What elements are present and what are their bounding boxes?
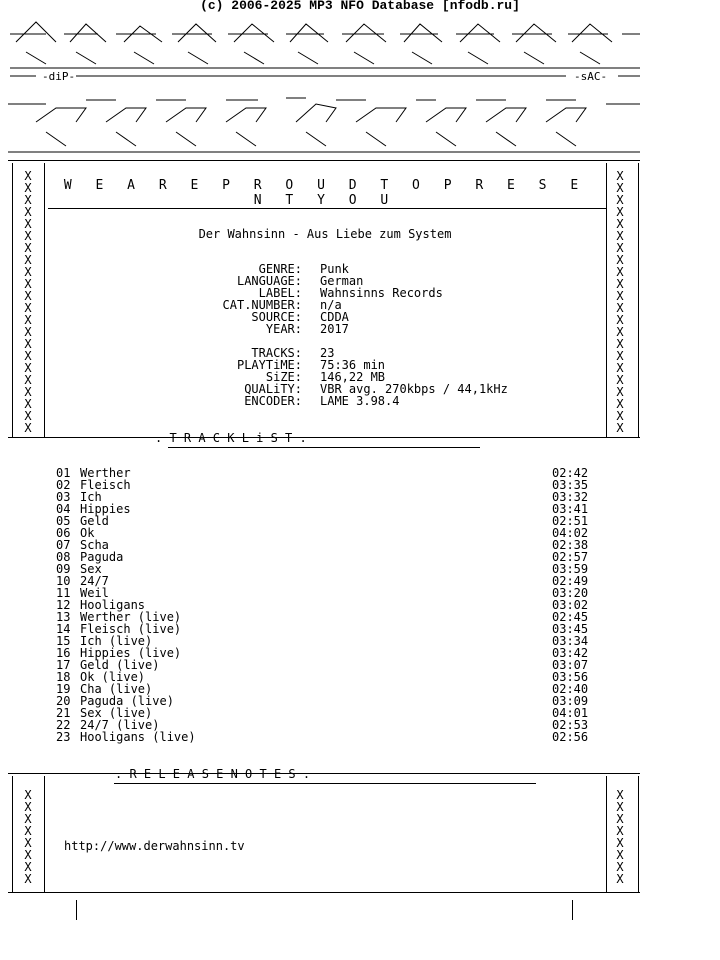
frame-top-line <box>8 160 640 161</box>
track-row <box>56 515 596 527</box>
notes-left-outer <box>12 776 13 892</box>
tracklist-heading: . T R A C K L i S T . <box>155 431 307 445</box>
track-name: Cha (live) <box>80 682 153 696</box>
track-dur: 03:02 <box>552 598 589 612</box>
track-dur: 02:57 <box>552 550 589 564</box>
track-name: Ich <box>80 490 102 504</box>
info-value: Punk <box>320 262 349 276</box>
track-num: 10 <box>56 574 71 588</box>
notes-right-outer <box>638 776 639 892</box>
track-num: 11 <box>56 586 71 600</box>
header-divider-line <box>48 208 606 209</box>
frame-right-outer <box>638 163 639 437</box>
info-value: German <box>320 274 364 288</box>
track-dur: 03:20 <box>552 586 589 600</box>
info-key: GENRE: <box>258 262 302 276</box>
track-name: Geld <box>80 514 109 528</box>
track-name: Weil <box>80 586 109 600</box>
track-dur: 04:01 <box>552 706 589 720</box>
info-key: PLAYTiME: <box>236 358 302 372</box>
track-dur: 03:59 <box>552 562 589 576</box>
track-name: Sex (live) <box>80 706 153 720</box>
track-dur: 02:49 <box>552 574 589 588</box>
info-key: QUALiTY: <box>244 382 302 396</box>
track-num: 05 <box>56 514 71 528</box>
notes-left-inner <box>44 776 45 892</box>
info-key: SiZE: <box>265 370 302 384</box>
tracklist-underline <box>168 447 480 448</box>
notes-underline <box>114 783 536 784</box>
track-row <box>56 503 596 515</box>
track-name: Geld (live) <box>80 658 160 672</box>
info-key: SOURCE: <box>251 310 302 324</box>
track-num: 08 <box>56 550 71 564</box>
track-num: 23 <box>56 730 71 744</box>
info-value: Wahnsinns Records <box>320 286 443 300</box>
track-name: 24/7 (live) <box>80 718 160 732</box>
info-key: LABEL: <box>258 286 302 300</box>
ascii-logo-top <box>6 12 646 87</box>
info-value: LAME 3.98.4 <box>320 394 400 408</box>
track-dur: 03:42 <box>552 646 589 660</box>
track-name: Werther <box>80 466 131 480</box>
info-value: 75:36 min <box>320 358 386 372</box>
track-num: 04 <box>56 502 71 516</box>
tracklist <box>56 467 596 743</box>
track-num: 14 <box>56 622 71 636</box>
info-key: TRACKS: <box>251 346 302 360</box>
track-num: 15 <box>56 634 71 648</box>
track-dur: 02:56 <box>552 730 589 744</box>
track-name: Paguda <box>80 550 124 564</box>
track-row <box>56 527 596 539</box>
track-dur: 02:42 <box>552 466 589 480</box>
notes-bottom-line <box>8 892 640 893</box>
track-row <box>56 575 596 587</box>
credit-left: -diP- <box>42 70 76 83</box>
website-url[interactable]: http://www.derwahnsinn.tv <box>64 839 245 853</box>
track-name: Sex <box>80 562 102 576</box>
track-num: 01 <box>56 466 71 480</box>
info-value: 23 <box>320 346 335 360</box>
track-num: 06 <box>56 526 71 540</box>
info-value: n/a <box>320 298 342 312</box>
track-name: 24/7 <box>80 574 109 588</box>
track-name: Scha <box>80 538 109 552</box>
track-dur: 03:32 <box>552 490 589 504</box>
presents-header: W E A R E P R O U D T O P R E S E N T Y O U <box>63 178 587 208</box>
track-num: 20 <box>56 694 71 708</box>
track-row <box>56 563 596 575</box>
track-row <box>56 539 596 551</box>
tail-right <box>572 900 573 920</box>
track-name: Werther (live) <box>80 610 182 624</box>
track-dur: 03:34 <box>552 634 589 648</box>
track-name: Fleisch <box>80 478 131 492</box>
track-dur: 02:38 <box>552 538 589 552</box>
info-value: 146,22 MB <box>320 370 386 384</box>
track-name: Hooligans (live) <box>80 730 196 744</box>
track-name: Hooligans <box>80 598 146 612</box>
track-row <box>56 479 596 491</box>
track-num: 09 <box>56 562 71 576</box>
track-name: Ok (live) <box>80 670 146 684</box>
release-title: Der Wahnsinn - Aus Liebe zum System <box>198 227 452 241</box>
track-num: 19 <box>56 682 71 696</box>
track-dur: 02:40 <box>552 682 589 696</box>
track-num: 16 <box>56 646 71 660</box>
track-row <box>56 731 596 743</box>
track-num: 12 <box>56 598 71 612</box>
track-dur: 03:56 <box>552 670 589 684</box>
track-name: Hippies <box>80 502 131 516</box>
track-name: Paguda (live) <box>80 694 174 708</box>
releasenotes-heading: . R E L E A S E N O T E S . <box>115 767 311 781</box>
track-row <box>56 551 596 563</box>
info-key: LANGUAGE: <box>236 274 302 288</box>
track-num: 07 <box>56 538 71 552</box>
track-num: 21 <box>56 706 71 720</box>
copyright-banner: (c) 2006-2025 MP3 NFO Database [nfodb.ru] <box>200 0 520 13</box>
track-dur: 03:35 <box>552 478 589 492</box>
notes-right-inner <box>606 776 607 892</box>
tail-left <box>76 900 77 920</box>
track-num: 02 <box>56 478 71 492</box>
info-key: CAT.NUMBER: <box>222 298 302 312</box>
track-row <box>56 467 596 479</box>
info-value: 2017 <box>320 322 349 336</box>
ascii-logo-secondary <box>6 92 646 160</box>
track-name: Hippies (live) <box>80 646 182 660</box>
track-dur: 03:41 <box>552 502 589 516</box>
track-row <box>56 491 596 503</box>
track-name: Ich (live) <box>80 634 153 648</box>
info-key: ENCODER: <box>244 394 302 408</box>
frame-left-pattern: X X X X X X X X X X X X X X X X X X X X X X <box>24 169 32 435</box>
track-dur: 03:09 <box>552 694 589 708</box>
frame-left-outer <box>12 163 13 437</box>
track-num: 18 <box>56 670 71 684</box>
track-dur: 03:45 <box>552 622 589 636</box>
info-key: YEAR: <box>265 322 302 336</box>
frame-left-inner <box>44 163 45 437</box>
notes-left-pattern: X X X X X X X X <box>24 788 32 886</box>
frame-right-inner <box>606 163 607 437</box>
track-dur: 02:53 <box>552 718 589 732</box>
track-num: 22 <box>56 718 71 732</box>
frame-right-pattern: X X X X X X X X X X X X X X X X X X X X X X <box>616 169 624 435</box>
track-num: 03 <box>56 490 71 504</box>
track-num: 17 <box>56 658 71 672</box>
track-dur: 02:45 <box>552 610 589 624</box>
track-dur: 03:07 <box>552 658 589 672</box>
track-name: Fleisch (live) <box>80 622 182 636</box>
info-value: VBR avg. 270kbps / 44,1kHz <box>320 382 508 396</box>
notes-right-pattern: X X X X X X X X <box>616 788 624 886</box>
track-dur: 04:02 <box>552 526 589 540</box>
track-name: Ok <box>80 526 95 540</box>
info-value: CDDA <box>320 310 349 324</box>
credit-right: -sAC- <box>574 70 608 83</box>
track-num: 13 <box>56 610 71 624</box>
track-dur: 02:51 <box>552 514 589 528</box>
